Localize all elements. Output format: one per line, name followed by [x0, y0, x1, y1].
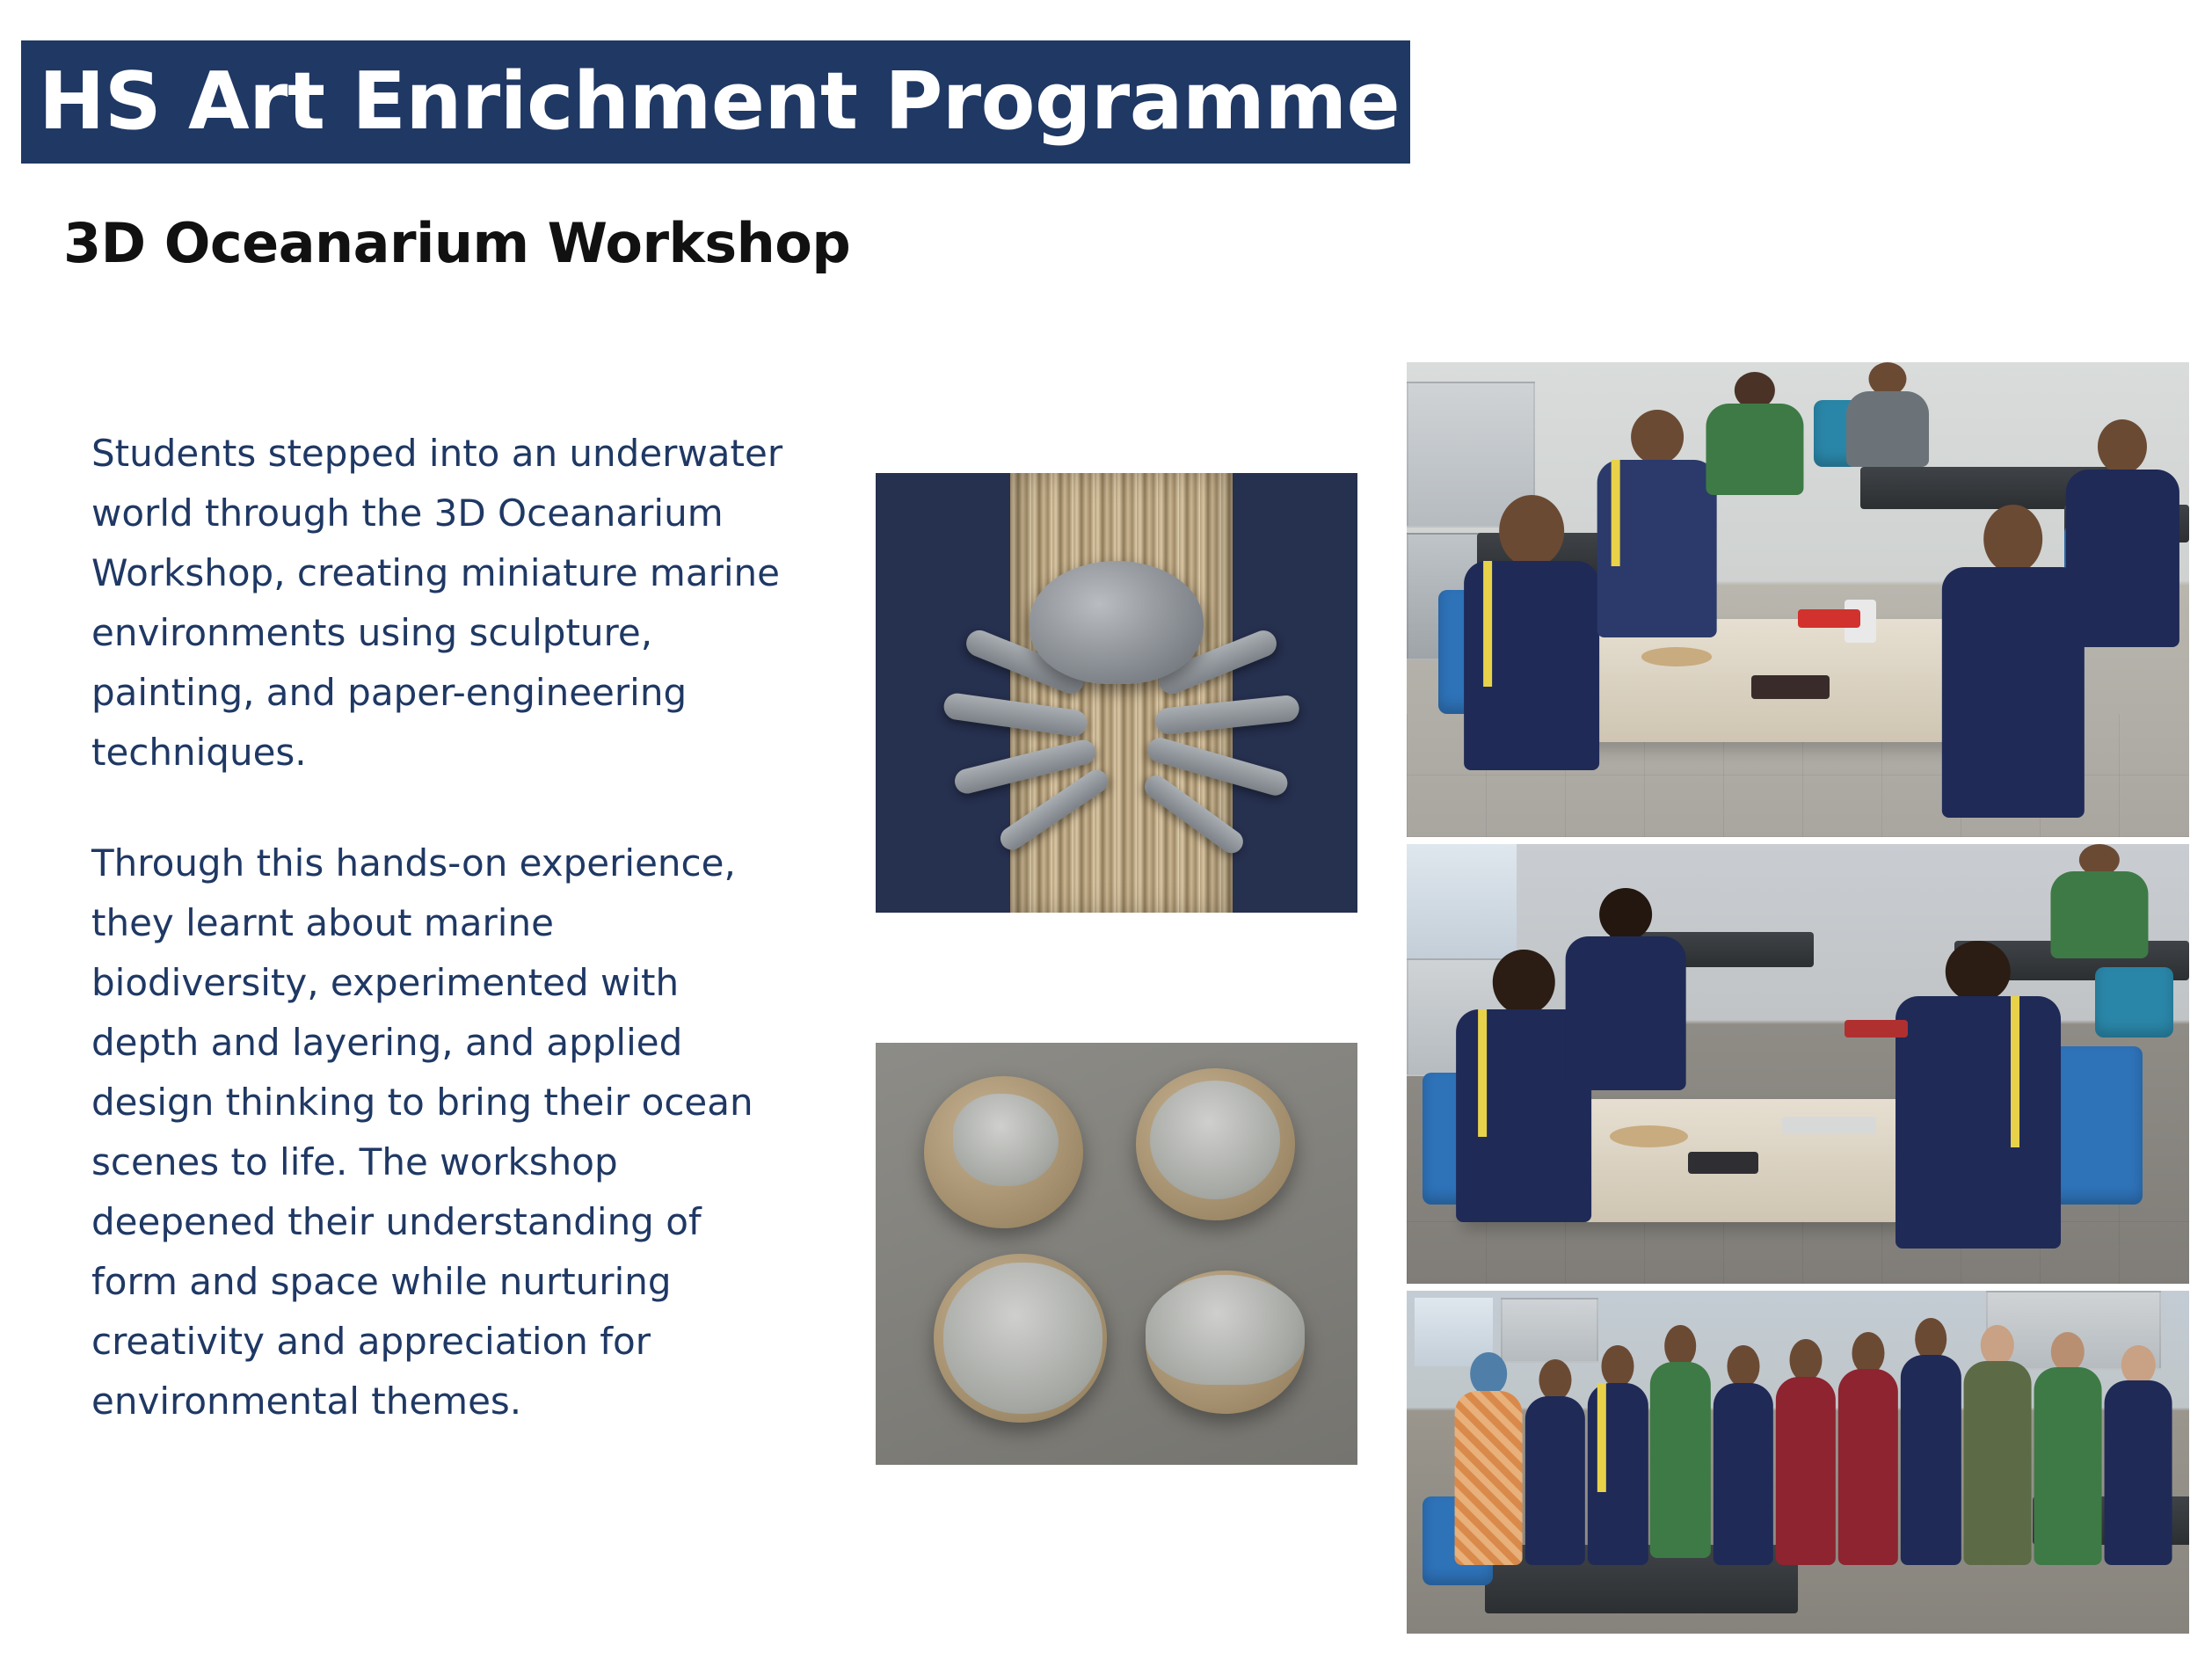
facilitator: [2103, 1345, 2173, 1565]
student-body: [1566, 936, 1686, 1090]
facilitator-body: [2034, 1367, 2102, 1565]
student: [1461, 495, 1602, 770]
uniform-stripe: [1612, 460, 1620, 566]
image-classroom-middle: [1407, 844, 2189, 1284]
student-head: [1983, 505, 2043, 573]
student-head: [1493, 950, 1554, 1015]
student-head: [2098, 419, 2147, 474]
phone: [1688, 1152, 1758, 1174]
facilitator-head: [2121, 1345, 2155, 1385]
page-title: HS Art Enrichment Programme: [39, 55, 1401, 148]
wooden-base: [1610, 1125, 1688, 1147]
student: [1453, 1352, 1524, 1565]
facilitator-body: [2105, 1380, 2172, 1565]
body-paragraph-1: Students stepped into an underwater world through the 3D Oceanarium Workshop, creating miniature marine environments using sculpture, painting, and paper-engineering techniques.: [91, 432, 783, 774]
student-head: [1602, 1345, 1634, 1387]
student-body: [1776, 1377, 1836, 1565]
uniform-stripe: [1478, 1009, 1487, 1137]
student-head: [1539, 1359, 1572, 1401]
facilitator-body: [1964, 1361, 2032, 1565]
facilitator-head: [2051, 1332, 2085, 1372]
rolling-pin: [1782, 1117, 1876, 1134]
student: [1563, 888, 1688, 1090]
student: [1892, 941, 2064, 1249]
uniform-stripe: [2011, 996, 2019, 1147]
student-head: [1471, 1352, 1508, 1394]
student-body: [1714, 1383, 1773, 1565]
body-paragraph-2: Through this hands-on experience, they learnt about marine biodiversity, experimented with depth and layering, and applied design thinking to bring their ocean scenes to life. The workshop deepened their understanding of form and space while nurturing creativity and appreciation for environmental themes.: [91, 841, 753, 1423]
body-text-column: [91, 424, 786, 1482]
student-body: [1597, 460, 1717, 637]
student-head: [1599, 888, 1652, 941]
uniform-stripe: [1483, 561, 1492, 687]
student: [1712, 1345, 1774, 1565]
student-body: [1465, 561, 1600, 770]
student: [1524, 1359, 1587, 1565]
student-head: [1852, 1332, 1885, 1374]
student: [2064, 419, 2182, 647]
person: [1845, 362, 1931, 467]
octopus-head: [1030, 561, 1203, 684]
student-head: [1727, 1345, 1759, 1387]
student-body: [1838, 1369, 1898, 1565]
image-clay-reliefs: [876, 1043, 1357, 1465]
student-body: [1901, 1355, 1961, 1565]
student: [1900, 1318, 1962, 1565]
driftwood-panel: [1010, 473, 1232, 913]
student-head: [1665, 1325, 1697, 1367]
wooden-base: [1641, 647, 1712, 666]
student: [1774, 1339, 1837, 1565]
student-head: [1945, 941, 2010, 1002]
student-head: [1915, 1318, 1946, 1360]
student-body: [1650, 1362, 1710, 1558]
supply-box: [1798, 609, 1860, 629]
student-head: [1789, 1339, 1822, 1382]
uniform-stripe: [1597, 1383, 1606, 1492]
student-body: [1525, 1396, 1585, 1565]
student-body: [1895, 996, 2061, 1249]
facilitator-body: [1706, 404, 1804, 495]
student-body: [1942, 567, 2085, 818]
facilitator: [2048, 844, 2150, 958]
student-head: [1631, 410, 1684, 464]
facilitator: [2033, 1332, 2103, 1565]
wall-display: [1407, 844, 1517, 958]
image-classroom-top: [1407, 362, 2189, 837]
supply-box: [1845, 1020, 1907, 1038]
person-body: [1846, 391, 1929, 467]
page-subtitle: 3D Oceanarium Workshop: [63, 211, 851, 275]
student: [1837, 1332, 1900, 1565]
clay-sculpture: [1150, 1081, 1280, 1198]
clay-sculpture: [1146, 1275, 1305, 1385]
student: [1649, 1325, 1712, 1558]
facilitator-head: [1981, 1325, 2014, 1365]
student-body: [1588, 1383, 1648, 1565]
pencil-case: [1751, 675, 1830, 699]
facilitator-body: [2050, 871, 2148, 958]
student-body: [2066, 470, 2179, 647]
student: [1587, 1345, 1649, 1565]
clay-reliefs-scene: [876, 1043, 1357, 1465]
student-head: [1500, 495, 1565, 566]
facilitator: [1704, 372, 1806, 495]
octopus-scene: [876, 473, 1357, 913]
classroom-chair: [2095, 967, 2173, 1038]
clay-sculpture: [943, 1263, 1102, 1415]
facilitator: [1962, 1325, 2033, 1565]
student: [1595, 410, 1720, 637]
student-body: [1455, 1391, 1523, 1565]
image-group-shot: [1407, 1291, 2189, 1634]
image-octopus-driftwood: [876, 473, 1357, 913]
